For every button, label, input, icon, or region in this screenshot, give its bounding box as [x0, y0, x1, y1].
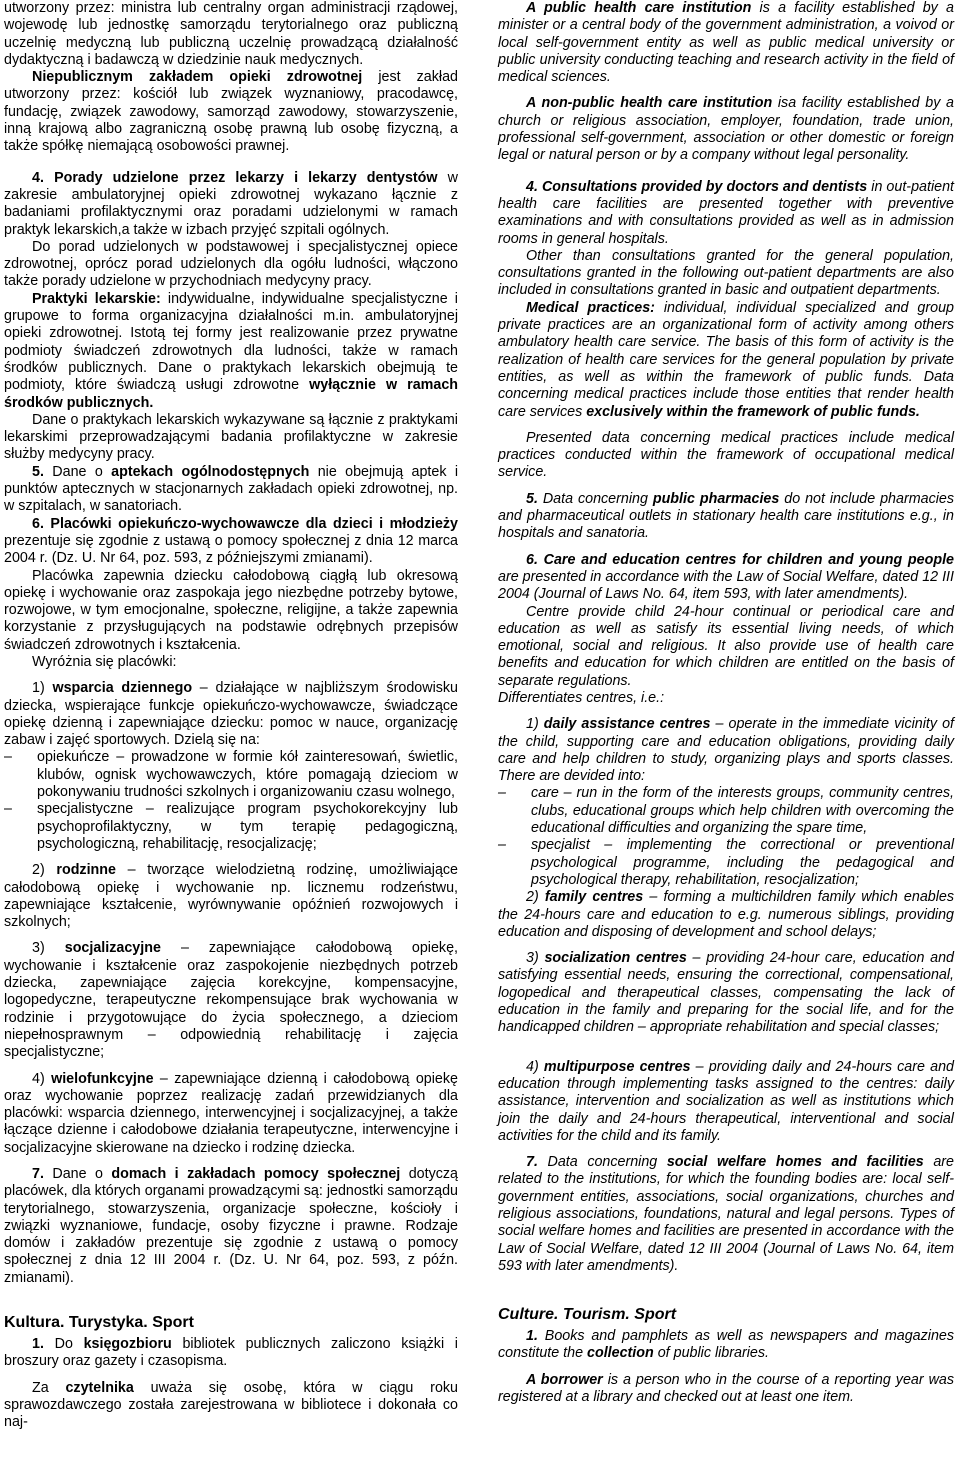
section-4-title: 4. Consultations provided by doctors and dentists — [526, 178, 868, 195]
list-item-1: 1) daily assistance centres – operate in the immediate vicinity of the child, supporting care and education obligations, providing daily care and help children to study, organizing plays and sports classes. There are devided into: — [498, 716, 954, 785]
paragraph-medical: Medical practices: individual, individual specialized and group private practices are an organizational form of activity among others ambulatory health care service. The basis of this form of activity is the realization of health care services for the general population by private entities, as well as within the framework of public funds. Data concerning medical practices include those entities that render health care services exclusively within the framework of public funds. — [498, 299, 954, 420]
culture-item-2: A borrower is a person who in the course of a reporting year was registered at a library and checked out at least one item. — [498, 1371, 954, 1406]
paragraph-presented: Presented data concerning medical practices include medical practices conducted within the framework of occupational medical service. — [498, 429, 954, 481]
dash-item: – care – run in the form of the interests groups, community centres, clubs, educational groups which help children with overcoming the educational difficulties and organizing the spare time, — [498, 785, 954, 837]
paragraph-praktyki: Praktyki lekarskie: indywidualne, indywidualne specjalistyczne i grupowe to forma organizacyjna działalności m.in. ambulatoryjnej opieki zdrowotnej. Istotą tej formy jest realizowanie przez prywatne podmioty świadczeń zdrowotnych dla ludności, także w ramach środków publicznych. Dane o praktykach lekarskich obejmują te podmioty, które świadczą usługi zdrowotne wyłącznie w ramach środków publicznych. — [4, 290, 458, 411]
heading-culture: Kultura. Turystyka. Sport — [4, 1314, 194, 1332]
paragraph-porady: Do porad udzielonych w podstawowej i specjalistycznej opiece zdrowotnej, oprócz porad udzielonych dla ogółu ludności, włączono także porady udzielone w przychodniach medycyny pracy. — [4, 238, 458, 290]
polish-column — [4, 0, 458, 1432]
list-item-2: 2) rodzinne – tworzące wielodzietną rodzinę, umożliwiające całodobową opiekę i wychowanie np. licznemu rodzeństwu, zapewniające kształcenie, wyrównywanie opóźnień rozwojowych i szkolnych; — [4, 862, 458, 931]
section-5: 5. Data concerning public pharmacies do not include pharmacies and pharmaceutical outlets in stationary health care institutions e.g., in hospitals and sanatoria. — [498, 490, 955, 542]
dash-item: – specjalistyczne – realizujące program psychokorekcyjny lub psychoprofilaktyczny, w tym terapię pedagogiczną, psychologiczną, rehabilitację, resocjalizację; — [4, 801, 458, 852]
paragraph-dane-praktyki: Dane o praktykach lekarskich wykazywane są łącznie z praktykami lekarskimi przeprowadzającymi badania profilaktyczne w zakresie służby medycyny pracy. — [4, 411, 458, 463]
section-6: 6. Placówki opiekuńczo-wychowawcze dla dzieci i młodzieży prezentuje się zgodnie z ustawą o pomocy społecznej z dnia 12 marca 2004 r. (Dz. U. Nr 64, poz. 593, z późniejszymi zmianami). — [4, 515, 458, 567]
section-7: 7. Dane o domach i zakładach pomocy społecznej dotyczą placówek, dla których organami prowadzącymi są: jednostki samorządu terytorialnego, stowarzyszenia, organizacje społeczne, kościoły i związki wyznaniowe, fundacje, osoby fizyczne i prawne. Rodzaje domów i zakładów prezentuje się zgodnie z ustawą o pomocy społecznej z dnia 12 III 2004 r. (Dz. U. Nr 64, poz. 593, z późn. zmianami). — [4, 1166, 458, 1286]
section-4: 4. Porady udzielone przez lekarzy i lekarzy dentystów w zakresie ambulatoryjnej opieki zdrowotnej wykazano łącznie z badaniami profilaktycznymi oraz poradami udzielonymi w ramach praktyk lekarskich,a także w izbach przyjęć szpitali ogólnych. — [4, 169, 458, 238]
section-6-title: 6. Care and education centres for children and young people — [526, 551, 954, 568]
term-public: A public health care institution — [526, 0, 752, 16]
list-item-3: 3) socialization centres – providing 24-hour care, education and satisfying essential needs, ensuring the correctional, compensational, logopedical and therapeutical classes, compensating the lack of education in the family and preparing for the social life, and for the handicapped children – appropriate rehabilitation and special classes; — [498, 950, 954, 1036]
culture-item-2: Za czytelnika uważa się osobę, która w ciągu roku sprawozdawczego została zarejestrowana w bibliotece i dokonała co naj- — [4, 1379, 458, 1431]
paragraph-centre: Centre provide child 24-hour continual or periodical care and education as well as satisfy its essential living needs, of which emotional, social and religious. It also provide use of health care benefits and education for which children are entitled on the basis of separate regulations. — [498, 603, 954, 689]
list-item-1: 1) wsparcia dziennego – działające w najbliższym środowisku dziecka, wspierające funkcje opiekuńczo-wychowawcze, świadczące opiekę dzienną i zapewniające dziecku: pomoc w nauce, organizację zabaw i zajęć sportowych. Dzielą się na: — [4, 680, 458, 749]
section-5: 5. Dane o aptekach ogólnodostępnych nie obejmują aptek i punktów aptecznych w stacjonarnych zakładach opieki zdrowotnej, np. w szpitalach, w sanatoriach. — [4, 463, 459, 515]
paragraph-other: Other than consultations granted for the general population, consultations granted in the following out-patient departments are also included in consultations granted in basic and outpatient departments. — [498, 247, 954, 299]
english-column — [498, 0, 954, 1406]
list-item-4: 4) multipurpose centres – providing daily and 24-hours care and education through implementing tasks assigned to the centres: daily assistance, intervention and socialization as well as institutions which join the daily and 24-hours therapeutical, interventional and social activities for the child and its family. — [498, 1058, 954, 1144]
section-4: 4. Consultations provided by doctors and dentists in out-patient health care facilities are presented together with preventive examinations and with consultations provided as well as in admission rooms in general hospitals. — [498, 178, 954, 247]
list-item-3: 3) socjalizacyjne – zapewniające całodobową opiekę, wychowanie i kształcenie oraz zaspokojenie niezbędnych potrzeb dziecka, zapewniające zajęcia korekcyjne, kompensacyjne, logopedyczne, terapeutyczne rekompensujące brak wychowania w rodzinie i przygotowujące do życia społecznego, a dzieciom niepełnosprawnym – odpowiednią rehabilitację i zajęcia specjalistyczne; — [4, 940, 458, 1061]
section-4-title: 4. Porady udzielone przez lekarzy i lekarzy dentystów — [32, 169, 438, 186]
culture-item-1: 1. Do księgozbioru bibliotek publicznych zaliczono książki i broszury oraz gazety i czasopisma. — [4, 1336, 458, 1370]
paragraph-nonpublic: A non-public health care institution isa facility established by a church or religious association, employer, foundation, trade union, professional self-government, association or other domestic or foreign legal or natural person or by a company without legal personality. — [498, 95, 954, 164]
paragraph-placowka: Placówka zapewnia dziecku całodobową ciągłą lub okresową opiekę i wychowanie oraz zaspokaja jego niezbędne potrzeby bytowe, rozwojowe, w tym emocjonalne, społeczne, religijne, a także zapewnia korzystanie z przysługujących na podstawie odrębnych przepisów świadczeń zdrowotnych i kształcenia. — [4, 567, 458, 653]
section-7: 7. Data concerning social welfare homes and facilities are related to the institutions, for which the founding bodies are: local self-government entities, associations, social organizations, churches and religious associations, foundations, natural and legal persons. Types of social welfare homes and facilities are presented in accordance with the Law of Social Welfare, dated 12 III 2004 (Journal of Laws No. 64, item 593 with later amendments). — [498, 1154, 955, 1274]
heading-culture: Culture. Tourism. Sport — [498, 1306, 677, 1324]
paragraph-nonpublic: Niepublicznym zakładem opieki zdrowotnej jest zakład utworzony przez: kościół lub związek wyznaniowy, pracodawcę, fundację, związek zawodowy, samorząd zawodowy, stowarzyszenie, inną krajową albo zagraniczną osobę prawną lub osobę fizyczną, a także spółkę niemającą osobowości prawnej. — [4, 69, 458, 155]
culture-item-1: 1. Books and pamphlets as well as newspapers and magazines constitute the collection of public libraries. — [498, 1328, 954, 1362]
dash-list — [498, 785, 954, 889]
dash-item: – specjalist – implementing the correctional or preventional psychological programme, including the pedagogical and psychological therapy, rehabilitation, resocjalization; — [498, 837, 954, 888]
section-6: 6. Care and education centres for children and young people are presented in accordance with the Law of Social Welfare, dated 12 III 2004 (Journal of Laws No. 64, item 593, with later amendments). — [498, 551, 954, 603]
paragraph-intro: utworzony przez: ministra lub centralny organ administracji rządowej, wojewodę lub jednostkę samorządu terytorialnego oraz publiczną uczelnię medyczną lub publiczną uczelnię prowadzącą działalność dydaktyczną i badawczą w dziedzinie nauk medycznych. — [4, 0, 458, 68]
paragraph-wyroznia: Wyróżnia się placówki: — [32, 653, 177, 670]
paragraph-differentiates: Differentiates centres, i.e.: — [498, 689, 665, 706]
term-nonpublic: Niepublicznym zakładem opieki zdrowotnej — [32, 69, 363, 86]
term-nonpublic: A non-public health care institution — [526, 95, 773, 112]
list-item-2: 2) family centres – forming a multichildren family which enables the 24-hours care and education to e.g. numerous siblings, providing education and disposing of development and school delays; — [498, 889, 954, 940]
section-6-title: 6. Placówki opiekuńczo-wychowawcze dla dzieci i młodzieży — [32, 515, 458, 532]
list-item-4: 4) wielofunkcyjne – zapewniające dzienną i całodobową opiekę oraz wychowanie poprzez realizację zadań przewidzianych dla placówki: wsparcia dziennego, interwencyjnej i socjalizacyjnej, a także łączące dzienne i całodobowe działania terapeutyczne, interwencyjne i socjalizacyjne skierowane na dziecko i rodzinę dziecka. — [4, 1070, 458, 1156]
dash-item: – opiekuńcze – prowadzone w formie kół zainteresowań, świetlic, klubów, ognisk wychowawczych, które pomagają dzieciom w pokonywaniu trudności szkolnych i organizowaniu czasu wolnego, — [4, 749, 458, 801]
paragraph-public: A public health care institution is a facility established by a minister or a central body of the government administration, a voivod or local self-government entity as well as public medical university or public university conducting teaching and research activity in the field of medical sciences. — [498, 0, 954, 86]
dash-list — [4, 749, 458, 853]
